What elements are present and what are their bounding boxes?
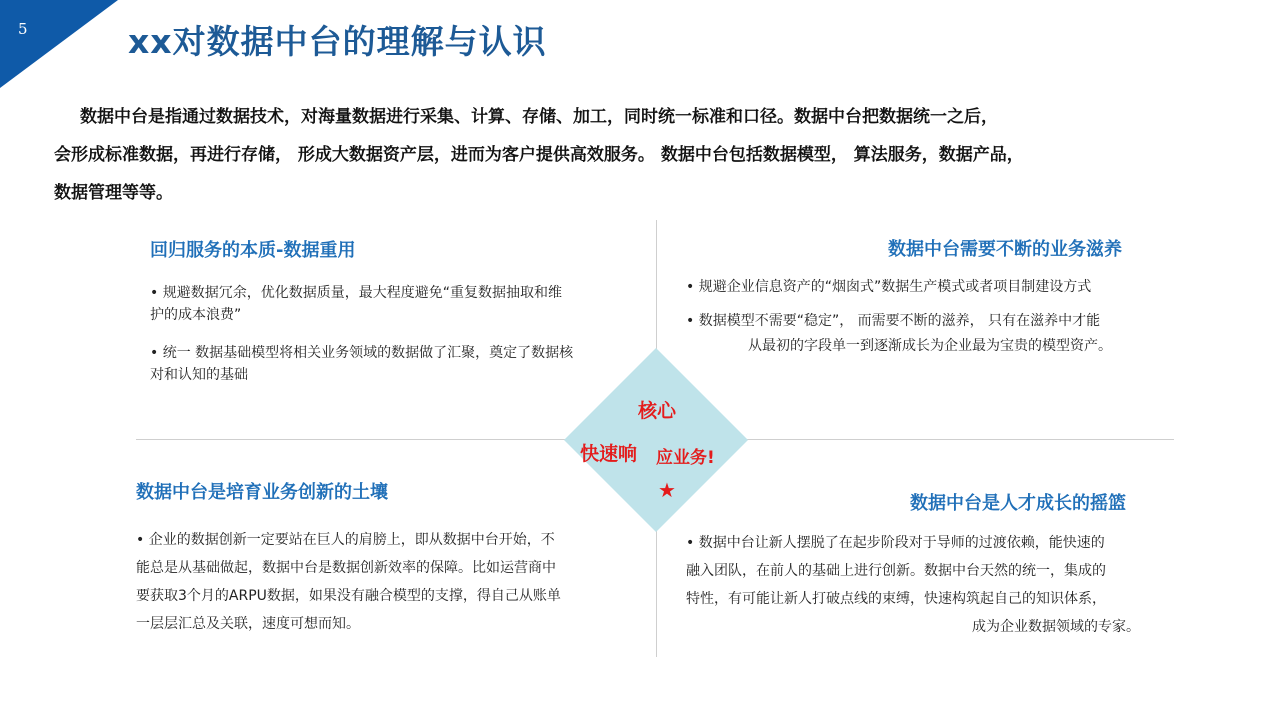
bottom-right-line-3: 特性，有可能让新人打破点线的束缚，快速构筑起自己的知识体系， <box>686 591 1106 607</box>
bottom-left-line-4: 一层层汇总及关联，速度可想而知。 <box>136 616 360 632</box>
star-icon: ★ <box>658 478 676 502</box>
quadrant-top-right-heading: 数据中台需要不断的业务滋养 <box>888 239 1122 260</box>
top-right-bullet-1: • 规避企业信息资产的“烟囱式”数据生产模式或者项目制建设方式 <box>686 279 1092 295</box>
quadrant-top-left-heading: 回归服务的本质-数据重用 <box>150 240 356 261</box>
top-left-bullet-2-line-2: 对和认知的基础 <box>150 367 248 383</box>
top-left-bullet-1-line-1: • 规避数据冗余，优化数据质量，最大程度避免“重复数据抽取和维 <box>150 285 562 301</box>
top-left-bullet-2-line-1: • 统一 数据基础模型将相关业务领域的数据做了汇聚，奠定了数据核 <box>150 345 574 361</box>
quick-label: 快速响 <box>580 443 638 465</box>
bottom-left-line-2: 能总是从基础做起，数据中台是数据创新效率的保障。比如运营商中 <box>136 560 556 576</box>
page-number: 5 <box>18 20 28 38</box>
corner-triangle <box>0 0 120 90</box>
intro-line-2: 会形成标准数据，再进行存储， 形成大数据资产层，进而为客户提供高效服务。 数据中台包括数据模型， 算法服务，数据产品， <box>54 145 1024 165</box>
top-right-bullet-2-line-2: 从最初的字段单一到逐渐成长为企业最为宝贵的模型资产。 <box>748 338 1112 354</box>
bottom-right-line-4: 成为企业数据领域的专家。 <box>972 619 1140 635</box>
bottom-right-line-2: 融入团队，在前人的基础上进行创新。数据中台天然的统一，集成的 <box>686 563 1106 579</box>
core-label: 核心 <box>638 400 677 422</box>
quadrant-bottom-right-heading: 数据中台是人才成长的摇篮 <box>910 493 1126 514</box>
bottom-right-line-1: • 数据中台让新人摆脱了在起步阶段对于导师的过渡依赖，能快速的 <box>686 535 1105 551</box>
quadrant-bottom-left-heading: 数据中台是培育业务创新的土壤 <box>136 482 388 503</box>
bottom-left-line-1: • 企业的数据创新一定要站在巨人的肩膀上，即从数据中台开始，不 <box>136 532 555 548</box>
intro-line-1: 数据中台是指通过数据技术，对海量数据进行采集、计算、存储、加工，同时统一标准和口径。数据中台把数据统一之后， <box>80 107 998 127</box>
top-right-bullet-2-line-1: • 数据模型不需要“稳定”， 而需要不断的滋养， 只有在滋养中才能 <box>686 313 1101 329</box>
bottom-left-line-3: 要获取3个月的ARPU数据，如果没有融合模型的支撑，得自己从账单 <box>136 588 561 604</box>
top-left-bullet-1-line-2: 护的成本浪费” <box>150 307 242 323</box>
slide-title: xx对数据中台的理解与认识 <box>128 22 547 61</box>
intro-paragraph <box>54 98 1234 212</box>
respond-label: 应业务! <box>656 448 715 468</box>
intro-line-3: 数据管理等等。 <box>54 183 173 203</box>
